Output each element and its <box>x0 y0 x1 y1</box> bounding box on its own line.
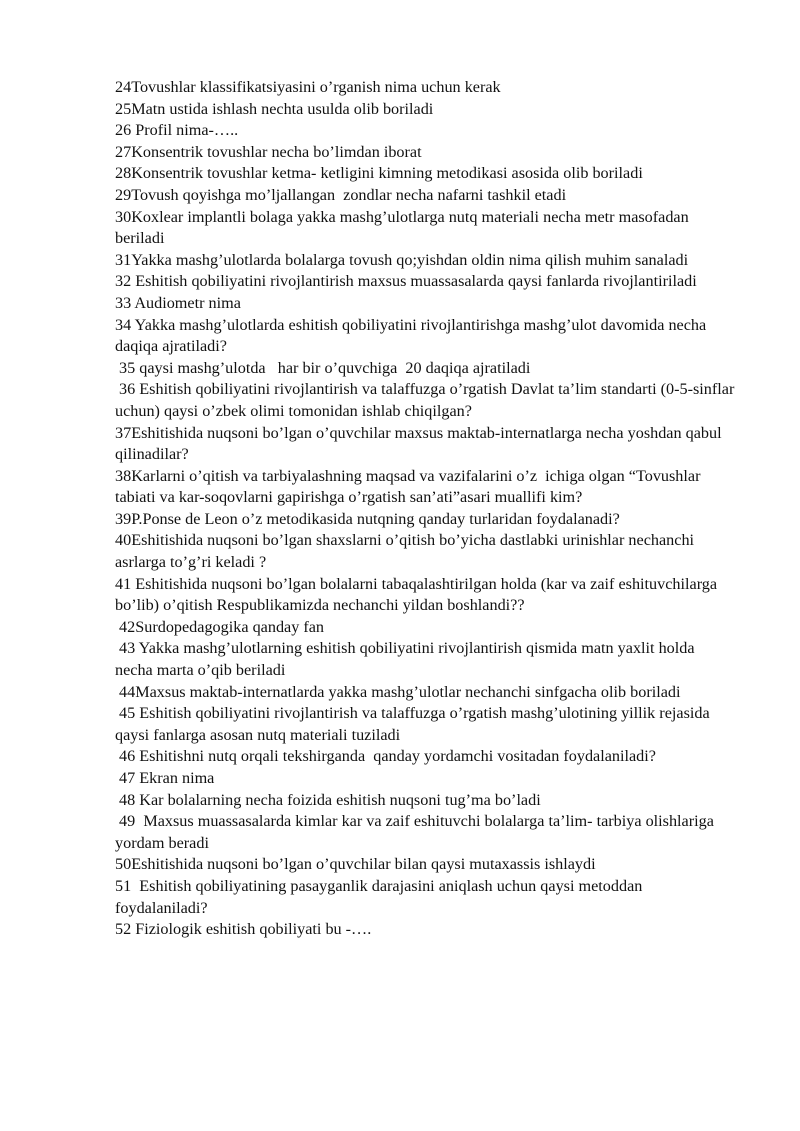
question-51: 51 Eshitish qobiliyatining pasayganlik darajasini aniqlash uchun qaysi metoddan foydalaniladi? <box>115 876 647 917</box>
question-50: 50Eshitishida nuqsoni bo’lgan o’quvchilar bilan qaysi mutaxassis ishlaydi <box>115 855 596 874</box>
question-33: 33 Audiometr nima <box>115 293 241 312</box>
question-31: 31Yakka mashg’ulotlarda bolalarga tovush qo;yishdan oldin nima qilish muhim sanaladi <box>115 250 689 269</box>
question-42: 42Surdopedagogika qanday fan <box>115 617 325 636</box>
question-47: 47 Ekran nima <box>115 769 215 787</box>
question-26: 26 Profil nima-….. <box>115 121 239 140</box>
question-38: 38Karlarni o’qitish va tarbiyalashning maqsad va vazifalarini o’z ichiga olgan “Tovushlar tabiati va kar-soqovlarni gapirishga o’rgatish san’ati”asari muallifi kim? <box>115 466 705 507</box>
question-25: 25Matn ustida ishlash nechta usulda olib boriladi <box>115 99 434 118</box>
question-46: 46 Eshitishni nutq orqali tekshirganda qanday yordamchi vositadan foydalaniladi? <box>115 747 656 766</box>
question-49: 49 Maxsus muassasalarda kimlar kar va zaif eshituvchi bolalarga ta’lim- tarbiya olishlariga yordam beradi <box>115 812 718 852</box>
question-27: 27Konsentrik tovushlar necha bo’limdan iborat <box>115 142 422 161</box>
question-34: 34 Yakka mashg’ulotlarda eshitish qobiliyatini rivojlantirishga mashg’ulot davomida necha daqiqa ajratiladi? <box>115 315 711 356</box>
question-52: 52 Fiziologik eshitish qobiliyati bu -…. <box>115 920 372 939</box>
question-45: 45 Eshitish qobiliyatini rivojlantirish va talaffuzga o’rgatish mashg’ulotining yillik rejasida qaysi fanlarga asosan nutq materiali tuziladi <box>115 704 714 744</box>
question-32: 32 Eshitish qobiliyatini rivojlantirish maxsus muassasalarda qaysi fanlarda rivojlantiriladi <box>115 272 697 291</box>
question-41: 41 Eshitishida nuqsoni bo’lgan bolalarni tabaqalashtirilgan holda (kar va zaif eshituvchilarga bo’lib) o’qitish Respublikamizda nechanchi yildan boshlandi?? <box>115 574 722 615</box>
question-24: 24Tovushlar klassifikatsiyasini o’rganish nima uchun kerak <box>115 78 501 96</box>
question-29: 29Tovush qoyishga mo’ljallangan zondlar necha nafarni tashkil etadi <box>115 185 567 204</box>
question-43: 43 Yakka mashg’ulotlarning eshitish qobiliyatini rivojlantirish qismida matn yaxlit holda necha marta o’qib beriladi <box>115 639 699 680</box>
question-list <box>115 77 739 941</box>
question-36: 36 Eshitish qobiliyatini rivojlantirish va talaffuzga o’rgatish Davlat ta’lim standarti (0-5-sinflar uchun) qaysi o’zbek olimi tomonidan ishlab chiqilgan? <box>115 380 739 420</box>
question-30: 30Koxlear implantli bolaga yakka mashg’ulotlarga nutq materiali necha metr masofadan beriladi <box>115 207 693 248</box>
question-44: 44Maxsus maktab-internatlarda yakka mashg’ulotlar nechanchi sinfgacha olib boriladi <box>115 682 681 701</box>
question-39: 39P.Ponse de Leon o’z metodikasida nutqning qanday turlaridan foydalanadi? <box>115 509 620 528</box>
question-40: 40Eshitishida nuqsoni bo’lgan shaxslarni o’qitish bo’yicha dastlabki urinishlar nechanchi asrlarga to’g’ri keladi ? <box>115 531 699 572</box>
question-35: 35 qaysi mashg’ulotda har bir o’quvchiga 20 daqiqa ajratiladi <box>115 358 531 377</box>
question-48: 48 Kar bolalarning necha foizida eshitish nuqsoni tug’ma bo’ladi <box>115 790 541 809</box>
question-37: 37Eshitishida nuqsoni bo’lgan o’quvchilar maxsus maktab-internatlarga necha yoshdan qabul qilinadilar? <box>115 423 726 464</box>
question-28: 28Konsentrik tovushlar ketma- ketligini kimning metodikasi asosida olib boriladi <box>115 164 643 183</box>
